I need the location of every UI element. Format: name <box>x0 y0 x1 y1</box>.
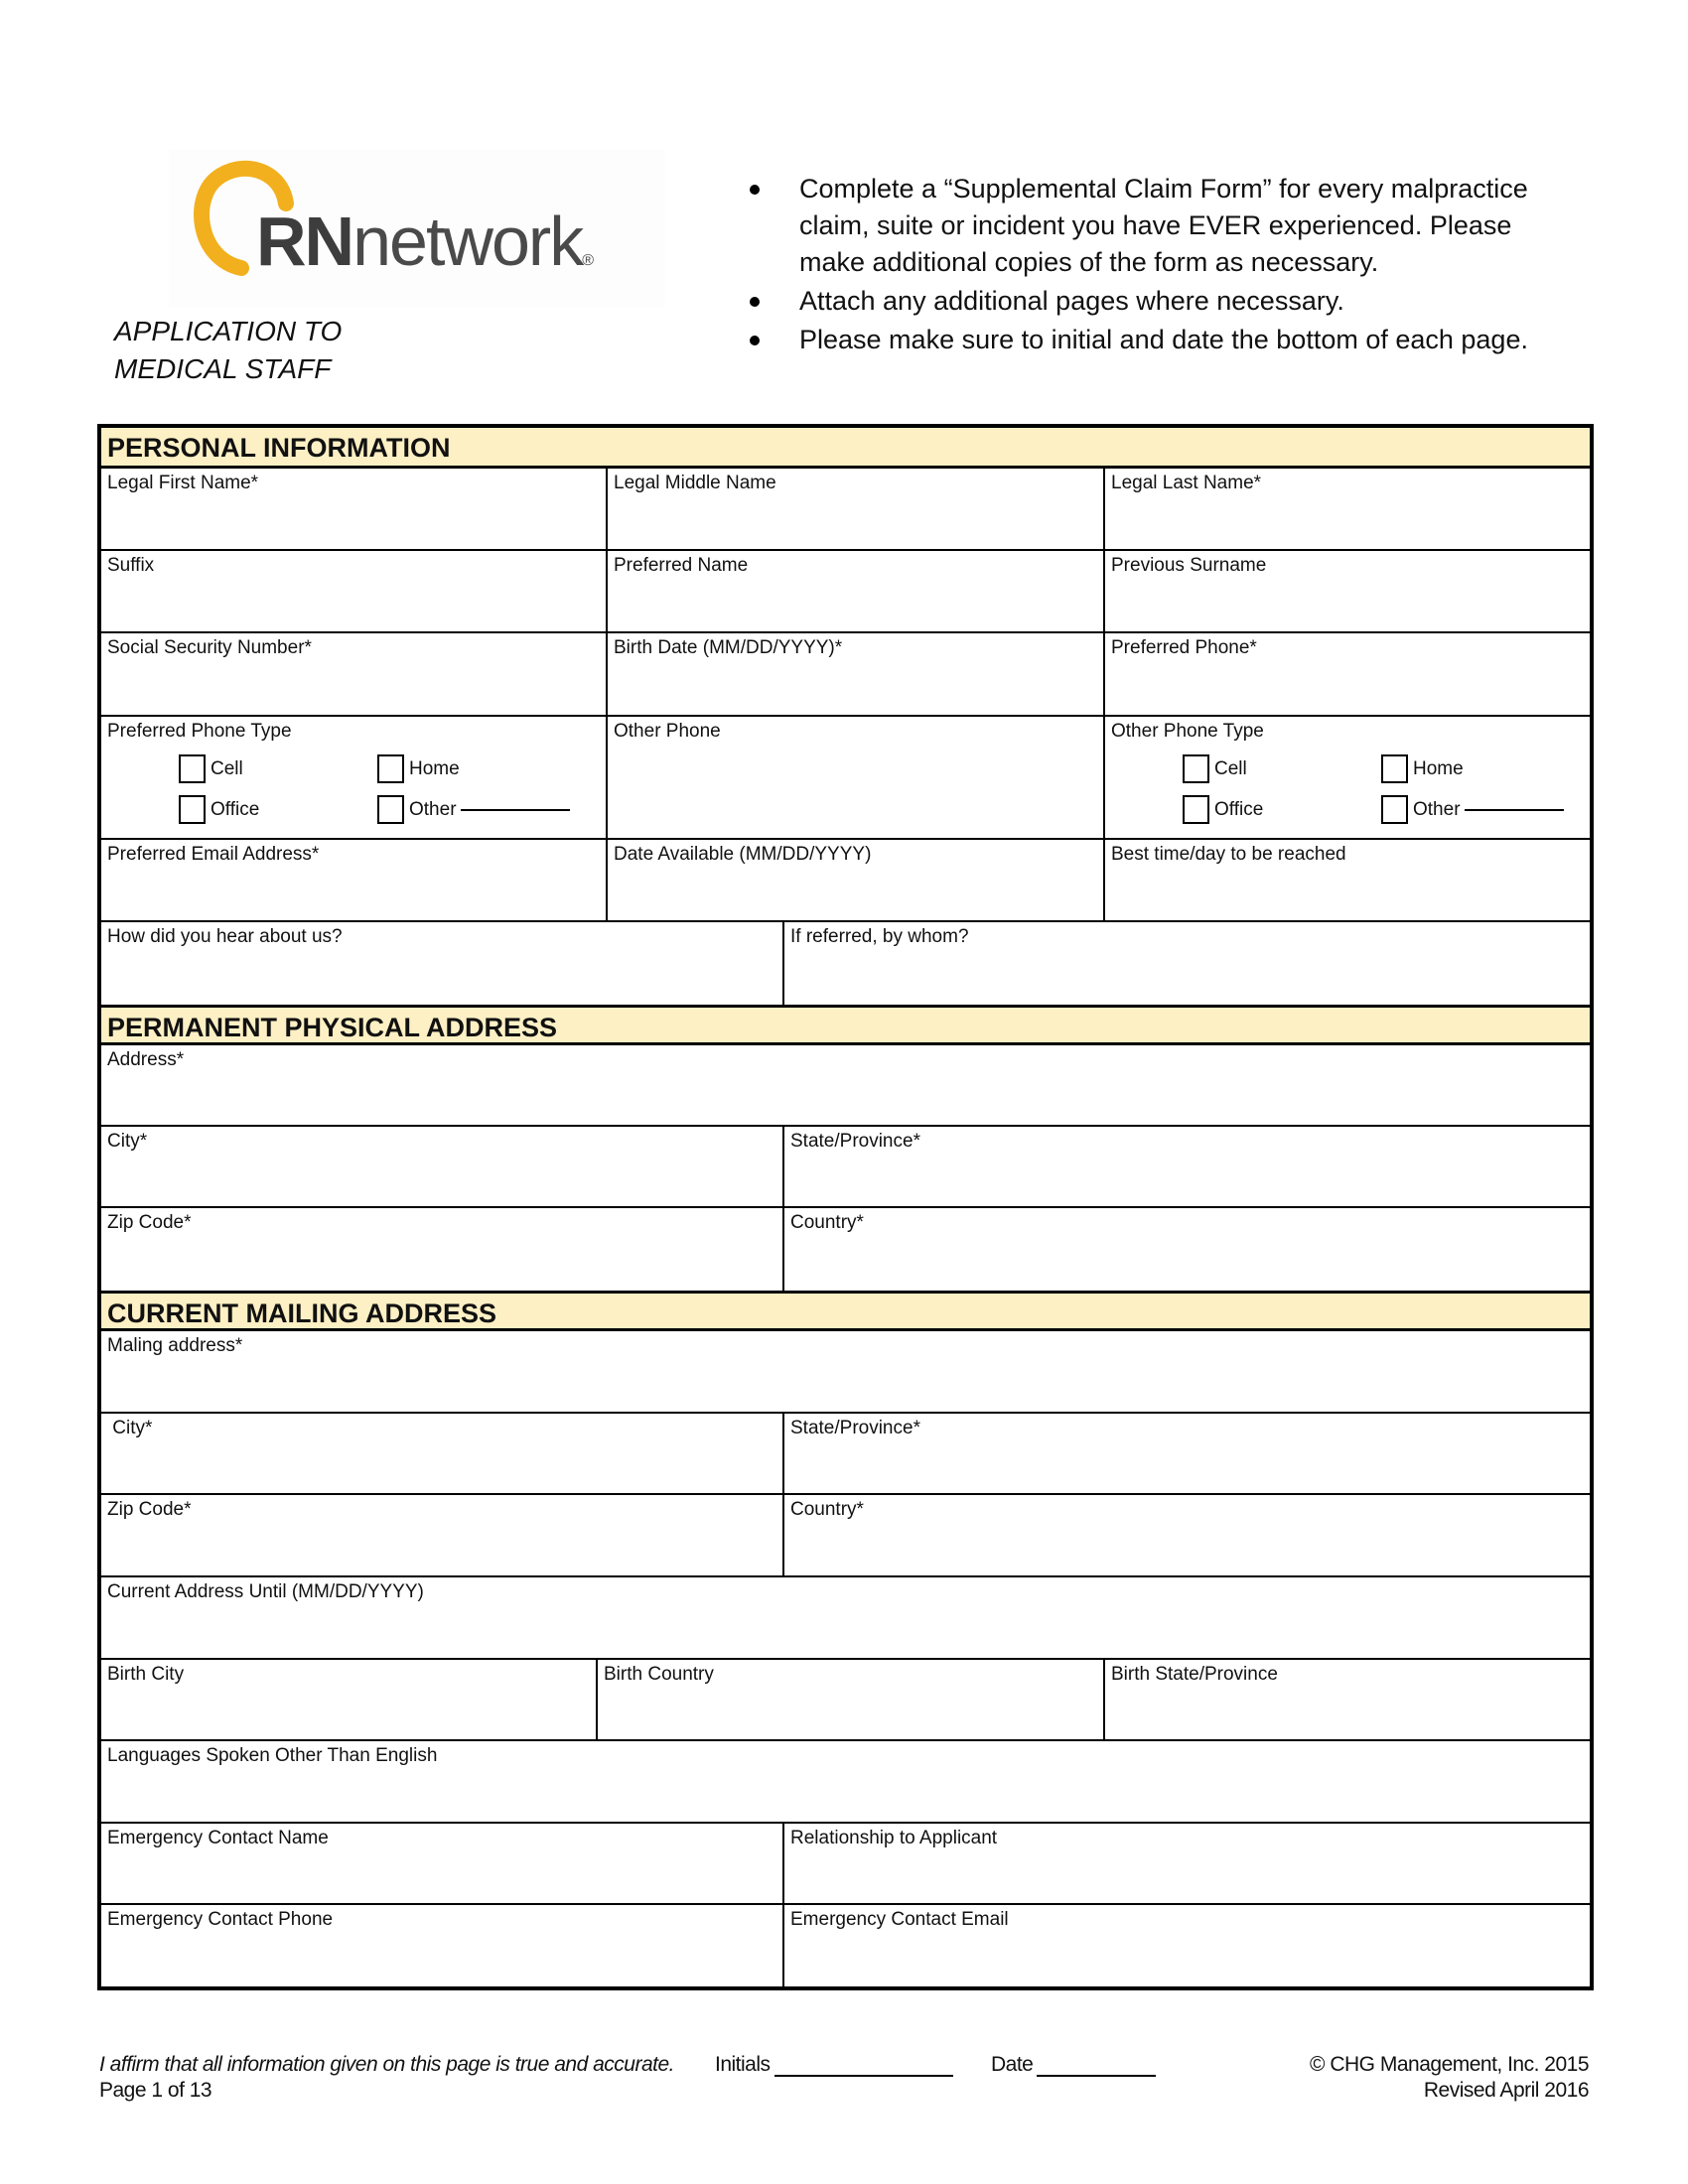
field-label: Relationship to Applicant <box>790 1828 998 1848</box>
date-label: Date <box>991 2053 1034 2076</box>
page-number: Page 1 of 13 <box>99 2079 212 2102</box>
field-label: State/Province* <box>790 1418 920 1438</box>
other-home-checkbox[interactable] <box>1381 754 1464 783</box>
hear-about-field[interactable] <box>101 922 784 1005</box>
field-label: Country* <box>790 1499 864 1520</box>
copyright-text: © CHG Management, Inc. 2015 <box>1310 2053 1589 2076</box>
rnnetwork-logo <box>169 149 665 308</box>
preferred-name-field[interactable] <box>608 551 1105 631</box>
checkbox-label: Home <box>409 757 460 779</box>
birth-country-field[interactable] <box>598 1660 1105 1739</box>
mailing-city-field[interactable] <box>101 1414 784 1493</box>
field-label: State/Province* <box>790 1131 920 1152</box>
checkbox-label: Other <box>409 798 457 820</box>
field-label: Emergency Contact Email <box>790 1909 1009 1930</box>
address-until-field[interactable] <box>101 1577 1590 1658</box>
best-time-field[interactable] <box>1105 840 1590 920</box>
field-label: Address* <box>107 1049 185 1070</box>
instruction-item: Please make sure to initial and date the bottom of each page. <box>747 322 1581 358</box>
field-label: City* <box>107 1418 153 1438</box>
preferred-phone-type-group <box>101 717 608 838</box>
pref-cell-checkbox[interactable] <box>179 754 243 783</box>
field-label: Zip Code* <box>107 1499 192 1520</box>
section-header-personal: PERSONAL INFORMATION <box>101 428 1590 469</box>
date-field[interactable] <box>991 2053 1156 2077</box>
application-title <box>114 313 342 388</box>
referred-by-field[interactable] <box>784 922 1590 1005</box>
instructions-list <box>747 171 1581 360</box>
languages-field[interactable] <box>101 1741 1590 1822</box>
previous-surname-field[interactable] <box>1105 551 1590 631</box>
field-label: Legal First Name* <box>107 473 259 493</box>
field-label: Best time/day to be reached <box>1111 844 1346 865</box>
field-label: Birth Date (MM/DD/YYYY)* <box>614 637 843 658</box>
field-label: Preferred Email Address* <box>107 844 320 865</box>
field-label: Legal Middle Name <box>614 473 776 493</box>
checkbox-label: Other <box>1413 798 1461 820</box>
mailing-address-field[interactable] <box>101 1331 1590 1412</box>
field-label: Birth City <box>107 1664 185 1685</box>
address-field[interactable] <box>101 1045 1590 1125</box>
country-field[interactable] <box>784 1208 1590 1291</box>
ssn-field[interactable] <box>101 633 608 715</box>
logo-network: network <box>352 203 583 280</box>
field-label: Country* <box>790 1212 864 1233</box>
field-label: Birth Country <box>604 1664 714 1685</box>
field-label: How did you hear about us? <box>107 926 343 947</box>
field-label: Social Security Number* <box>107 637 312 658</box>
instruction-item: Complete a “Supplemental Claim Form” for every malpractice claim, suite or incident you have EVER experienced. Please make additional copies of the form as necessary. <box>747 171 1581 281</box>
other-phone-type-group <box>1105 717 1590 838</box>
field-label: Other Phone Type <box>1111 721 1264 742</box>
checkbox-label: Office <box>1214 798 1264 820</box>
emergency-contact-name-field[interactable] <box>101 1824 784 1903</box>
affirmation-text: I affirm that all information given on this page is true and accurate. <box>99 2053 674 2076</box>
pref-other-checkbox[interactable] <box>377 795 570 824</box>
birth-city-field[interactable] <box>101 1660 598 1739</box>
mailing-zip-field[interactable] <box>101 1495 784 1575</box>
field-label: Suffix <box>107 555 155 576</box>
pref-office-checkbox[interactable] <box>179 795 259 824</box>
checkbox-label: Cell <box>1214 757 1247 779</box>
field-label: Legal Last Name* <box>1111 473 1262 493</box>
mailing-state-field[interactable] <box>784 1414 1590 1493</box>
field-label: Emergency Contact Name <box>107 1828 329 1848</box>
emergency-contact-email-field[interactable] <box>784 1905 1590 1986</box>
field-label: Preferred Phone Type <box>107 721 292 742</box>
checkbox-label: Office <box>211 798 260 820</box>
instruction-item: Attach any additional pages where necessary. <box>747 283 1581 320</box>
field-label: Date Available (MM/DD/YYYY) <box>614 844 872 865</box>
state-field[interactable] <box>784 1127 1590 1206</box>
title-line1: APPLICATION TO <box>114 316 343 346</box>
title-line2: MEDICAL STAFF <box>114 353 332 384</box>
other-cell-checkbox[interactable] <box>1183 754 1247 783</box>
checkbox-label: Cell <box>211 757 243 779</box>
emergency-contact-phone-field[interactable] <box>101 1905 784 1986</box>
suffix-field[interactable] <box>101 551 608 631</box>
field-label: Languages Spoken Other Than English <box>107 1745 438 1766</box>
other-office-checkbox[interactable] <box>1183 795 1263 824</box>
checkbox-label: Home <box>1413 757 1464 779</box>
date-available-field[interactable] <box>608 840 1105 920</box>
legal-first-name-field[interactable] <box>101 469 608 549</box>
application-form <box>97 424 1594 1990</box>
preferred-phone-field[interactable] <box>1105 633 1590 715</box>
birth-state-field[interactable] <box>1105 1660 1590 1739</box>
logo-reg: ® <box>582 252 593 269</box>
field-label: Preferred Phone* <box>1111 637 1257 658</box>
field-label: If referred, by whom? <box>790 926 969 947</box>
field-label: Emergency Contact Phone <box>107 1909 334 1930</box>
relationship-field[interactable] <box>784 1824 1590 1903</box>
field-label: Previous Surname <box>1111 555 1267 576</box>
field-label: Current Address Until (MM/DD/YYYY) <box>107 1581 424 1602</box>
mailing-country-field[interactable] <box>784 1495 1590 1575</box>
field-label: City* <box>107 1131 148 1152</box>
other-phone-field[interactable] <box>608 717 1105 838</box>
zip-field[interactable] <box>101 1208 784 1291</box>
other-other-checkbox[interactable] <box>1381 795 1564 824</box>
field-label: Zip Code* <box>107 1212 192 1233</box>
section-header-mailing: CURRENT MAILING ADDRESS <box>101 1291 1590 1331</box>
city-field[interactable] <box>101 1127 784 1206</box>
field-label: Birth State/Province <box>1111 1664 1278 1685</box>
field-label: Other Phone <box>614 721 721 742</box>
birth-date-field[interactable] <box>608 633 1105 715</box>
initials-field[interactable] <box>715 2053 953 2077</box>
initials-label: Initials <box>715 2053 771 2076</box>
legal-middle-name-field[interactable] <box>608 469 1105 549</box>
field-label: Maling address* <box>107 1335 243 1356</box>
pref-home-checkbox[interactable] <box>377 754 460 783</box>
field-label: Preferred Name <box>614 555 749 576</box>
revised-date: Revised April 2016 <box>1423 2079 1589 2102</box>
logo-rn: RN <box>256 203 353 280</box>
section-header-permanent: PERMANENT PHYSICAL ADDRESS <box>101 1005 1590 1045</box>
legal-last-name-field[interactable] <box>1105 469 1590 549</box>
email-field[interactable] <box>101 840 608 920</box>
